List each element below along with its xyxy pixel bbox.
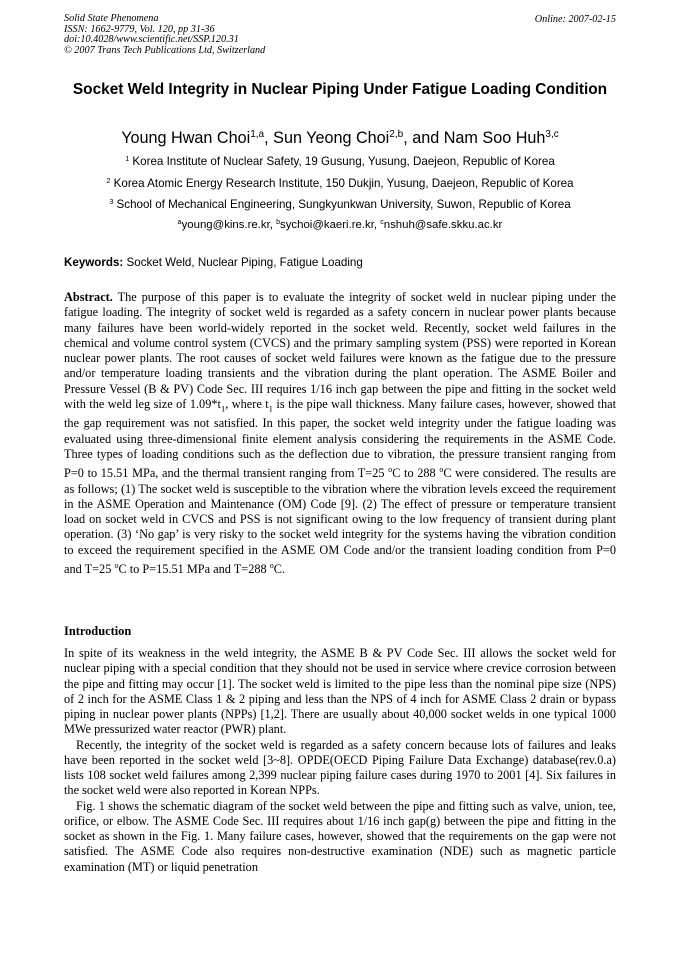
author-separator: , [264, 129, 274, 147]
paragraph: Recently, the integrity of the socket weld is regarded as a safety concern because lots of failures and leaks have been reported in the socket weld [3~8]. OPDE(OECD Piping Failure Data Exchange) database(rev.0.a) lists 108 socket weld failures among 2,399 nuclear piping failure cases during 1970 to 2001 [4]. Six failures in the socket weld were also reported in Korean NPPs. [64, 737, 616, 798]
author-affil-marker: 3,c [545, 128, 559, 140]
email-marker: b [276, 218, 281, 226]
abstract-text: C were considered. The results are as follows; (1) The socket weld is susceptible to the vibration where the vibration levels exceed the requirement in the ASME Operation and Maintenance (OM) Code [9]. (2) The effect of pressure or temperature transient load on socket weld in CVCS and PSS is not significant owing to the low frequency of transient during plant operation. (3) ‘No gap’ is very risky to the socket weld integrity for the systems having the vibration condition to exceed the requirement specified in the ASME OM Code and/or the transient loading condition from P=0 and T=25 [64, 466, 616, 576]
affiliation-text: Korea Institute of Nuclear Safety, 19 Gusung, Yusung, Daejeon, Republic of Korea [132, 155, 555, 168]
copyright-line: © 2007 Trans Tech Publications Ltd, Switzerland [64, 44, 266, 56]
author-list [64, 128, 616, 148]
abstract-label: Abstract. [64, 290, 113, 304]
abstract-text: The purpose of this paper is to evaluate the integrity of socket weld in nuclear piping under the fatigue loading. The integrity of socket weld is regarded as a safety concern in nuclear power plants because many failures have been world-widely reported in the socket weld. Recently, socket weld failures in the chemical and volume control system (CVCS) and the primary sampling system (PSS) were reported in Korean nuclear power plants. The root causes of socket weld failures were known as the fatigue due to the pressure and/or temperature loading transients and the vibration during the plant operation. The ASME Boiler and Pressure Vessel (B & PV) Code Sec. III requires 1/16 inch gap between the pipe and fitting in the socket weld with the weld leg size of 1.09*t [64, 290, 616, 411]
author-separator: , and [403, 129, 444, 147]
email-separator: , [269, 219, 277, 231]
author-affil-marker: 2,b [389, 128, 404, 140]
journal-name: Solid State Phenomena [64, 13, 159, 24]
email-marker: a [177, 218, 182, 226]
author-affil-marker: 1,a [250, 128, 265, 140]
subscript: 1 [220, 403, 226, 414]
degree-marker: o [388, 465, 393, 475]
abstract-paragraph [64, 290, 616, 577]
section-heading: Introduction [64, 624, 132, 638]
degree-marker: o [114, 560, 119, 570]
journal-header [64, 14, 265, 56]
email-marker: c [380, 218, 384, 226]
paper-title: Socket Weld Integrity in Nuclear Piping Under Fatigue Loading Condition [72, 81, 608, 98]
email-address[interactable]: sychoi@kaeri.re.kr [280, 219, 374, 231]
doi-line: doi:10.4028/www.scientific.net/SSP.120.31 [64, 34, 239, 46]
email-separator: , [373, 219, 381, 231]
email-address[interactable]: nshuh@safe.skku.ac.kr [383, 219, 503, 231]
affiliation-text: Korea Atomic Energy Research Institute, 150 Dukjin, Yusung, Daejeon, Republic of Korea [113, 177, 574, 190]
subscript: 1 [268, 403, 273, 414]
author-name: Young Hwan Choi [121, 129, 251, 147]
degree-marker: o [439, 465, 444, 475]
paragraph: In spite of its weakness in the weld integrity, the ASME B & PV Code Sec. III allows the socket weld for nuclear piping with a special condition that they should not be used in service where crevice corrosion between the pipe and fitting may occur [1]. The socket weld is limited to the pipe less than the nominal pipe size (NPS) of 2 inch for the ASME Class 1 & 2 piping and less than the NPS of 4 inch for ASME Class 2 drain or bypass piping in nuclear power plants (NPPs) [1,2]. There are usually about 40,000 socket welds in one typical 1000 MWe pressurized water reactor (PWR) plant. [64, 646, 616, 737]
author-name: Nam Soo Huh [443, 129, 546, 147]
affiliation-number: 2 [106, 175, 111, 185]
affiliation-1 [40, 155, 640, 169]
degree-marker: o [269, 560, 274, 570]
affiliation-2 [40, 177, 640, 191]
abstract-text: C to 288 [392, 466, 440, 481]
affiliation-number: 1 [125, 153, 130, 163]
abstract-text: , where t [225, 396, 269, 411]
affiliation-text: School of Mechanical Engineering, Sungkyunkwan University, Suwon, Republic of Korea [116, 198, 571, 211]
introduction-body [64, 646, 616, 875]
issn-line: ISSN: 1662-9779, Vol. 120, pp 31-36 [64, 23, 215, 35]
affiliation-3 [40, 198, 640, 212]
abstract-text: C. [273, 561, 286, 576]
affiliation-number: 3 [109, 196, 114, 206]
email-list [40, 218, 640, 232]
online-date: Online: 2007-02-15 [534, 14, 616, 25]
paragraph: Fig. 1 shows the schematic diagram of the socket weld between the pipe and fitting such as valve, union, tee, orifice, or elbow. The ASME Code Sec. III requires about 1/16 inch gap(g) between the pipe and fitting in the socket as shown in the Fig. 1. Many failure cases, however, showed that the requirements on the gap were not satisfied. The ASME Code also requires non-destructive examination (NDE) such as magnetic particle examination (MT) or liquid penetration [64, 798, 616, 874]
email-address[interactable]: young@kins.re.kr [181, 219, 270, 231]
keywords-text: Socket Weld, Nuclear Piping, Fatigue Loading [126, 256, 363, 269]
keywords-line [64, 256, 363, 270]
abstract-text: C to P=15.51 MPa and T=288 [118, 561, 270, 576]
abstract-text: is the pipe wall thickness. Many failure cases, however, showed that the gap requirement was not satisfied. In this paper, the socket weld integrity under the fatigue loading was evaluated using three-dimensional finite element analysis considering the requirements in the ASME Code. Three types of loading conditions such as the deflection due to vibration, the pressure transient ranging from P=0 to 15.51 MPa, and the thermal transient ranging from T=25 [64, 396, 616, 481]
author-name: Sun Yeong Choi [273, 129, 390, 147]
keywords-label: Keywords: [64, 256, 124, 269]
